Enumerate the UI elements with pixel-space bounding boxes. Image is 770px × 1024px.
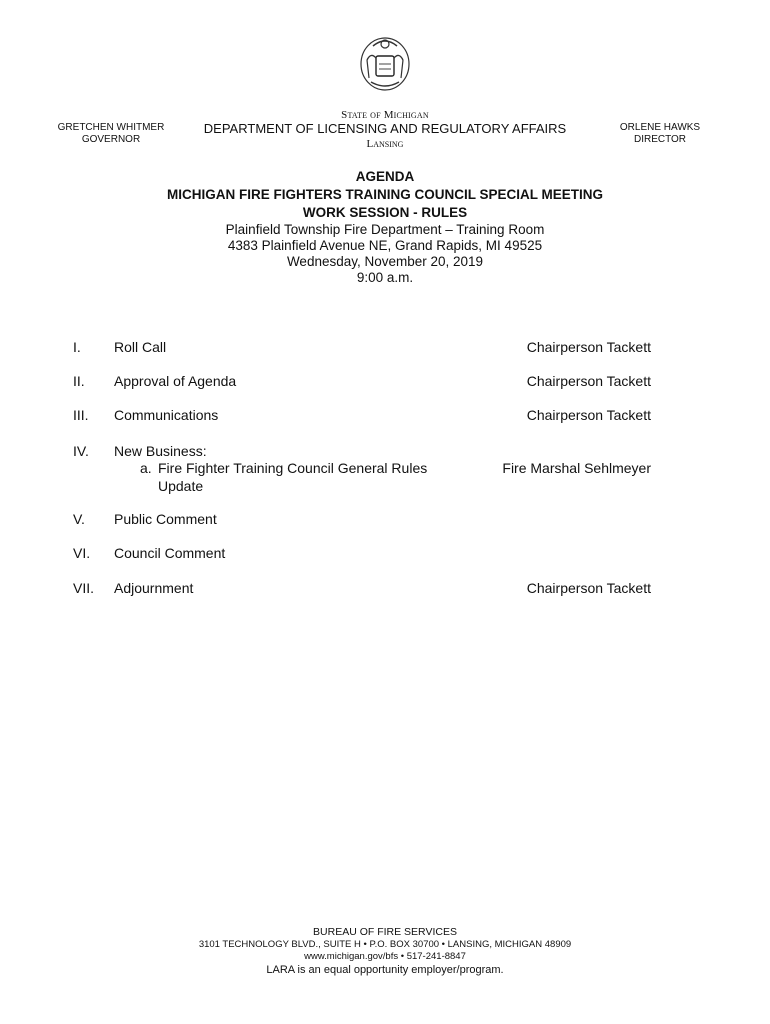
item-presenter: Chairperson Tackett — [526, 407, 651, 423]
footer-bureau: BUREAU OF FIRE SERVICES — [313, 926, 457, 938]
sub-item-text-line2: Update — [158, 478, 204, 494]
item-label: Roll Call — [114, 339, 167, 355]
item-number: V. — [73, 511, 85, 527]
governor-name: GRETCHEN WHITMER — [57, 122, 165, 133]
city-name: Lansing — [366, 138, 404, 150]
item-number: VII. — [73, 580, 95, 596]
item-label: Council Comment — [114, 545, 226, 561]
meeting-title: MICHIGAN FIRE FIGHTERS TRAINING COUNCIL SPECIAL MEETING — [166, 187, 603, 202]
meeting-location: Plainfield Township Fire Department – Training Room — [225, 222, 545, 237]
item-presenter: Chairperson Tackett — [526, 580, 651, 596]
meeting-date: Wednesday, November 20, 2019 — [286, 254, 484, 269]
item-number: III. — [73, 407, 89, 423]
meeting-time: 9:00 a.m. — [356, 270, 414, 285]
director-block — [605, 122, 715, 146]
footer-contact: www.michigan.gov/bfs • 517-241-8847 — [304, 951, 466, 962]
agenda-heading — [0, 168, 770, 286]
item-presenter: Chairperson Tackett — [526, 339, 651, 355]
director-title: DIRECTOR — [633, 134, 687, 145]
item-label: Adjournment — [114, 580, 194, 596]
sub-item-text-line1: Fire Fighter Training Council General Rules — [158, 460, 428, 476]
footer-address: 3101 TECHNOLOGY BLVD., SUITE H • P.O. BOX 30700 • LANSING, MICHIGAN 48909 — [198, 939, 572, 950]
director-name: ORLENE HAWKS — [619, 122, 701, 133]
item-presenter: Chairperson Tackett — [526, 373, 651, 389]
governor-title: GOVERNOR — [81, 134, 141, 145]
meeting-address: 4383 Plainfield Avenue NE, Grand Rapids, MI 49525 — [227, 238, 543, 253]
department-name: DEPARTMENT OF LICENSING AND REGULATORY AFFAIRS — [203, 121, 567, 136]
sub-item-letter: a. — [140, 460, 152, 476]
item-number: VI. — [73, 545, 91, 561]
agenda-title: AGENDA — [355, 169, 415, 184]
item-label: Communications — [114, 407, 219, 423]
item-number: I. — [73, 339, 81, 355]
state-seal-icon — [359, 34, 411, 92]
page-footer — [0, 926, 770, 977]
session-title: WORK SESSION - RULES — [302, 205, 468, 220]
sub-item-presenter: Fire Marshal Sehlmeyer — [502, 460, 651, 476]
item-label: New Business: — [114, 443, 207, 459]
item-label: Public Comment — [114, 511, 217, 527]
item-number: IV. — [73, 443, 89, 459]
item-label: Approval of Agenda — [114, 373, 237, 389]
footer-eeo: LARA is an equal opportunity employer/program. — [266, 964, 504, 976]
item-number: II. — [73, 373, 85, 389]
state-name: State of Michigan — [341, 109, 429, 121]
